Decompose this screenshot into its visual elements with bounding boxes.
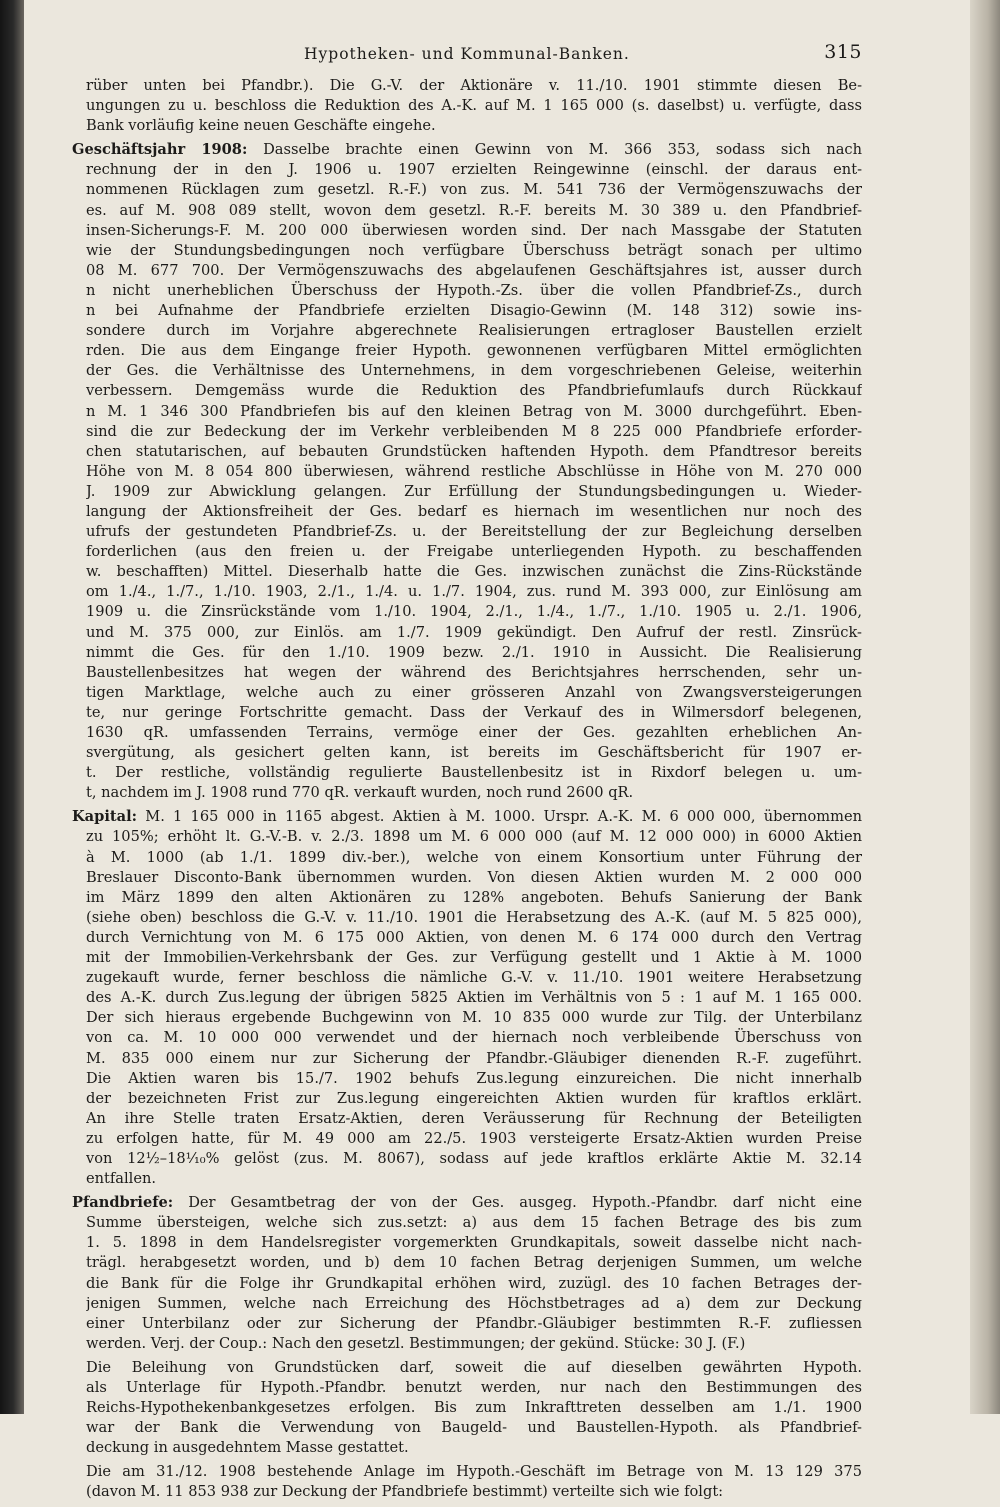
line-text: Summe übersteigen, welche sich zus.setzt: a) aus dem 15 fachen Betrage des bis zum [86, 1214, 862, 1232]
line-text: durch Vernichtung von M. 6 175 000 Aktien, von denen M. 6 174 000 durch den Vertrag [86, 928, 862, 946]
text-line [86, 1314, 862, 1334]
line-text: als Unterlage für Hypoth.-Pfandbr. benutzt werden, nur nach den Bestimmungen des [86, 1379, 862, 1396]
line-text: von 12½–18¹⁄₁₀% gelöst (zus. M. 8067), sodass auf jede kraftlos erklärte Aktie M. 32.14 [86, 1149, 862, 1167]
document-page [72, 40, 862, 1507]
text-line [86, 402, 862, 422]
text-line [86, 180, 862, 200]
text-line [86, 201, 862, 221]
text-line [86, 1109, 862, 1129]
line-text: (davon M. 11 853 938 zur Deckung der Pfandbriefe bestimmt) verteilte sich wie folgt: [86, 1483, 724, 1501]
section-label: Geschäftsjahr 1908: [72, 141, 248, 159]
text-line [86, 1438, 862, 1458]
line-text: einer Unterbilanz oder zur Sicherung der Pfandbr.-Gläubiger bestimmten R.-F. zufliessen [86, 1314, 862, 1332]
line-text: Der Gesamtbetrag der von der Ges. ausgeg. Hypoth.-Pfandbr. darf nicht eine [188, 1194, 862, 1212]
paragraph [72, 140, 862, 803]
text-line [86, 1233, 862, 1253]
text-line [86, 683, 862, 703]
line-text: (siehe oben) beschloss die G.-V. v. 11./10. 1901 die Herabsetzung des A.-K. (auf M. 5 825 000), [86, 908, 862, 926]
text-line [86, 116, 862, 136]
text-line [86, 827, 862, 847]
page-number: 315 [824, 41, 862, 63]
text-line [86, 341, 862, 361]
line-text: M. 1 165 000 in 1165 abgest. Aktien à M. 1000. Urspr. A.-K. M. 6 000 000, übernommen [145, 808, 862, 826]
line-text: t. Der restliche, vollständig regulierte Baustellenbesitz ist in Rixdorf belegen u. um- [86, 764, 862, 782]
line-text: 1. 5. 1898 in dem Handelsregister vorgemerkten Grundkapitals, soweit dasselbe nicht nach- [86, 1234, 862, 1252]
line-text: J. 1909 zur Abwicklung gelangen. Zur Erfüllung der Stundungsbedingungen u. Wieder- [86, 482, 862, 500]
line-text: Die Beleihung von Grundstücken darf, soweit die auf dieselben gewährten Hypoth. [86, 1358, 862, 1376]
text-line [86, 703, 862, 723]
line-text: zu 105%; erhöht lt. G.-V.-B. v. 2./3. 1898 um M. 6 000 000 (auf M. 12 000 000) in 6000 Aktien [86, 828, 862, 846]
text-line [86, 723, 862, 743]
text-line [86, 582, 862, 602]
line-text: der Ges. die Verhältnisse des Unternehmens, in dem vorgeschriebenen Geleise, weiterhin [86, 362, 862, 380]
line-text: rechnung der in den J. 1906 u. 1907 erzielten Reingewinne (einschl. der daraus ent- [86, 161, 862, 179]
line-text: es. auf M. 908 089 stellt, wovon dem gesetzl. R.-F. bereits M. 30 389 u. den Pfandbrief- [86, 201, 862, 219]
paragraph [72, 1193, 862, 1354]
line-text: die Bank für die Folge ihr Grundkapital erhöhen wird, zuzügl. des 10 fachen Betrages der- [86, 1274, 862, 1292]
text-line [86, 602, 862, 622]
text-line [86, 1069, 862, 1089]
text-line [72, 140, 862, 160]
text-line [86, 361, 862, 381]
text-line [86, 542, 862, 562]
text-line [86, 1462, 862, 1482]
text-line [86, 908, 862, 928]
line-text: w. beschafften) Mittel. Dieserhalb hatte die Ges. inzwischen zunächst die Zins-Rückstände [86, 563, 862, 581]
text-line [86, 643, 862, 663]
text-line [86, 1129, 862, 1149]
line-text: rden. Die aus dem Eingange freier Hypoth. gewonnenen verfügbaren Mittel ermöglichten [86, 342, 862, 360]
paragraph [72, 807, 862, 1189]
line-text: nommenen Rücklagen zum gesetzl. R.-F.) von zus. M. 541 736 der Vermögenszuwachs der [86, 181, 862, 199]
line-text: zu erfolgen hatte, für M. 49 000 am 22./5. 1903 versteigerte Ersatz-Aktien wurden Preise [86, 1129, 862, 1147]
text-line [72, 1193, 862, 1213]
running-header [72, 40, 862, 70]
text-line [86, 1482, 862, 1502]
line-text: chen statutarischen, auf bebauten Grundstücken haftenden Hypoth. dem Pfandtresor bereits [86, 442, 862, 460]
text-line [86, 301, 862, 321]
text-line [86, 848, 862, 868]
text-line [86, 482, 862, 502]
text-line [86, 988, 862, 1008]
text-line [86, 623, 862, 643]
line-text: nimmt die Ges. für den 1./10. 1909 bezw. 2./1. 1910 in Aussicht. Die Realisierung [86, 643, 862, 661]
line-text: entfallen. [86, 1170, 157, 1188]
text-line [86, 1358, 862, 1378]
line-text: trägl. herabgesetzt worden, und b) dem 10 fachen Betrag derjenigen Summen, um welche [86, 1254, 862, 1272]
line-text: n nicht unerheblichen Überschuss der Hypoth.-Zs. über die vollen Pfandbrief-Zs., durch [86, 281, 862, 299]
line-text: im März 1899 den alten Aktionären zu 128% angeboten. Behufs Sanierung der Bank [86, 888, 862, 906]
line-text: 1909 u. die Zinsrückstände vom 1./10. 1904, 2./1., 1./4., 1./7., 1./10. 1905 u. 2./1. 1906, [86, 603, 862, 621]
line-text: des A.-K. durch Zus.legung der übrigen 5825 Aktien im Verhältnis von 5 : 1 auf M. 1 165 000. [86, 989, 862, 1007]
text-line [86, 743, 862, 763]
text-line [86, 522, 862, 542]
text-line [86, 1169, 862, 1189]
text-line [86, 1008, 862, 1028]
line-text: ungungen zu u. beschloss die Reduktion des A.-K. auf M. 1 165 000 (s. daselbst) u. verfügte, dass [86, 97, 862, 115]
text-line [86, 422, 862, 442]
line-text: der bezeichneten Frist zur Zus.legung eingereichten Aktien wurden für kraftlos erklärt. [86, 1089, 862, 1107]
text-line [86, 763, 862, 783]
text-line [86, 1274, 862, 1294]
line-text: n M. 1 346 300 Pfandbriefen bis auf den kleinen Betrag von M. 3000 durchgeführt. Eben- [86, 402, 862, 420]
text-line [86, 868, 862, 888]
text-line [86, 1253, 862, 1273]
line-text: Höhe von M. 8 054 800 überwiesen, während restliche Abschlüsse in Höhe von M. 270 000 [86, 462, 862, 480]
text-line [86, 261, 862, 281]
line-text: zugekauft wurde, ferner beschloss die nämliche G.-V. v. 11./10. 1901 weitere Herabsetzung [86, 969, 862, 987]
line-text: n bei Aufnahme der Pfandbriefe erzielten Disagio-Gewinn (M. 148 312) sowie ins- [86, 302, 862, 320]
line-text: sind die zur Bedeckung der im Verkehr verbleibenden M 8 225 000 Pfandbriefe erforder- [86, 422, 862, 440]
text-line [86, 663, 862, 683]
line-text: Breslauer Disconto-Bank übernommen wurden. Von diesen Aktien wurden M. 2 000 000 [86, 868, 862, 886]
section-label: Pfandbriefe: [72, 1194, 174, 1212]
text-line [86, 381, 862, 401]
text-line [86, 281, 862, 301]
line-text: t, nachdem im J. 1908 rund 770 qR. verkauft wurden, noch rund 2600 qR. [86, 784, 634, 802]
text-line [86, 502, 862, 522]
running-title: Hypotheken- und Kommunal-Banken. [304, 45, 630, 63]
line-text: insen-Sicherungs-F. M. 200 000 überwiesen worden sind. Der nach Massgabe der Statuten [86, 221, 862, 239]
line-text: deckung in ausgedehntem Masse gestattet. [86, 1439, 409, 1457]
line-text: verbessern. Demgemäss wurde die Reduktion des Pfandbriefumlaufs durch Rückkauf [86, 382, 862, 400]
binding-shadow-left [0, 0, 24, 1414]
line-text: Die Aktien waren bis 15./7. 1902 behufs Zus.legung einzureichen. Die nicht innerhalb [86, 1069, 862, 1087]
line-text: te, nur geringe Fortschritte gemacht. Dass der Verkauf des in Wilmersdorf belegenen, [86, 703, 862, 721]
line-text: sondere durch im Vorjahre abgerechnete Realisierungen ertragloser Baustellen erzielt [86, 322, 862, 340]
text-line [72, 807, 862, 827]
line-text: Die am 31./12. 1908 bestehende Anlage im Hypoth.-Geschäft im Betrage von M. 13 129 375 [86, 1463, 862, 1481]
text-line [86, 1049, 862, 1069]
document-body [72, 76, 862, 1507]
text-line [86, 96, 862, 116]
line-text: Reichs-Hypothekenbankgesetzes erfolgen. Bis zum Inkrafttreten desselben am 1./1. 1900 [86, 1399, 862, 1417]
paragraph [72, 76, 862, 136]
text-line [86, 1398, 862, 1418]
text-line [86, 76, 862, 96]
text-line [86, 1149, 862, 1169]
line-text: werden. Verj. der Coup.: Nach den gesetzl. Bestimmungen; der gekünd. Stücke: 30 J. (F.) [86, 1334, 746, 1352]
text-line [86, 442, 862, 462]
line-text: à M. 1000 (ab 1./1. 1899 div.-ber.), welche von einem Konsortium unter Führung der [86, 848, 862, 866]
text-line [86, 888, 862, 908]
line-text: war der Bank die Verwendung von Baugeld- und Baustellen-Hypoth. als Pfandbrief- [86, 1419, 862, 1437]
paragraph [72, 1462, 862, 1502]
page-edge-right [970, 0, 1000, 1414]
text-line [86, 1213, 862, 1233]
line-text: langung der Aktionsfreiheit der Ges. bedarf es hiernach im wesentlichen nur noch des [86, 502, 862, 520]
text-line [86, 1294, 862, 1314]
text-line [86, 562, 862, 582]
text-line [86, 1334, 862, 1354]
line-text: Bank vorläufig keine neuen Geschäfte eingehe. [86, 117, 436, 135]
line-text: om 1./4., 1./7., 1./10. 1903, 2./1., 1./4. u. 1./7. 1904, zus. rund M. 393 000, zur Einlösung am [86, 583, 862, 601]
line-text: 08 M. 677 700. Der Vermögenszuwachs des abgelaufenen Geschäftsjahres ist, ausser durch [86, 261, 862, 279]
line-text: forderlichen (aus den freien u. der Freigabe unterliegenden Hypoth. zu beschaffenden [86, 543, 862, 561]
line-text: svergütung, als gesichert gelten kann, ist bereits im Geschäftsbericht für 1907 er- [86, 744, 862, 762]
line-text: und M. 375 000, zur Einlös. am 1./7. 1909 gekündigt. Den Aufruf der restl. Zinsrück- [86, 623, 862, 641]
line-text: tigen Marktlage, welche auch zu einer grösseren Anzahl von Zwangsversteigerungen [86, 683, 862, 701]
text-line [86, 1378, 862, 1398]
text-line [86, 241, 862, 261]
line-text: Baustellenbesitzes hat wegen der während des Berichtsjahres herrschenden, sehr un- [86, 663, 862, 681]
line-text: wie der Stundungsbedingungen noch verfügbare Überschuss beträgt sonach per ultimo [86, 241, 862, 259]
text-line [86, 321, 862, 341]
text-line [86, 1028, 862, 1048]
line-text: 1630 qR. umfassenden Terrains, vermöge einer der Ges. gezahlten erheblichen An- [86, 724, 862, 741]
text-line [86, 783, 862, 803]
line-text: M. 835 000 einem nur zur Sicherung der Pfandbr.-Gläubiger dienenden R.-F. zugeführt. [86, 1049, 862, 1067]
line-text: rüber unten bei Pfandbr.). Die G.-V. der Aktionäre v. 11./10. 1901 stimmte diesen Be- [86, 77, 862, 94]
line-text: von ca. M. 10 000 000 verwendet und der hiernach noch verbleibende Überschuss von [86, 1029, 862, 1047]
line-text: jenigen Summen, welche nach Erreichung des Höchstbetrages ad a) dem zur Deckung [86, 1294, 862, 1312]
line-text: mit der Immobilien-Verkehrsbank der Ges. zur Verfügung gestellt und 1 Aktie à M. 1000 [86, 949, 862, 967]
section-label: Kapital: [72, 808, 138, 826]
text-line [86, 1418, 862, 1438]
text-line [86, 462, 862, 482]
line-text: An ihre Stelle traten Ersatz-Aktien, deren Veräusserung für Rechnung der Beteiligten [86, 1109, 862, 1127]
line-text: Der sich hieraus ergebende Buchgewinn von M. 10 835 000 wurde zur Tilg. der Unterbilanz [86, 1009, 862, 1027]
text-line [86, 928, 862, 948]
text-line [86, 160, 862, 180]
text-line [86, 968, 862, 988]
text-line [86, 221, 862, 241]
line-text: Dasselbe brachte einen Gewinn von M. 366 353, sodass sich nach [263, 141, 862, 159]
text-line [86, 948, 862, 968]
text-line [86, 1089, 862, 1109]
line-text: ufrufs der gestundeten Pfandbrief-Zs. u. der Bereitstellung der zur Begleichung derselben [86, 523, 862, 541]
paragraph [72, 1358, 862, 1458]
